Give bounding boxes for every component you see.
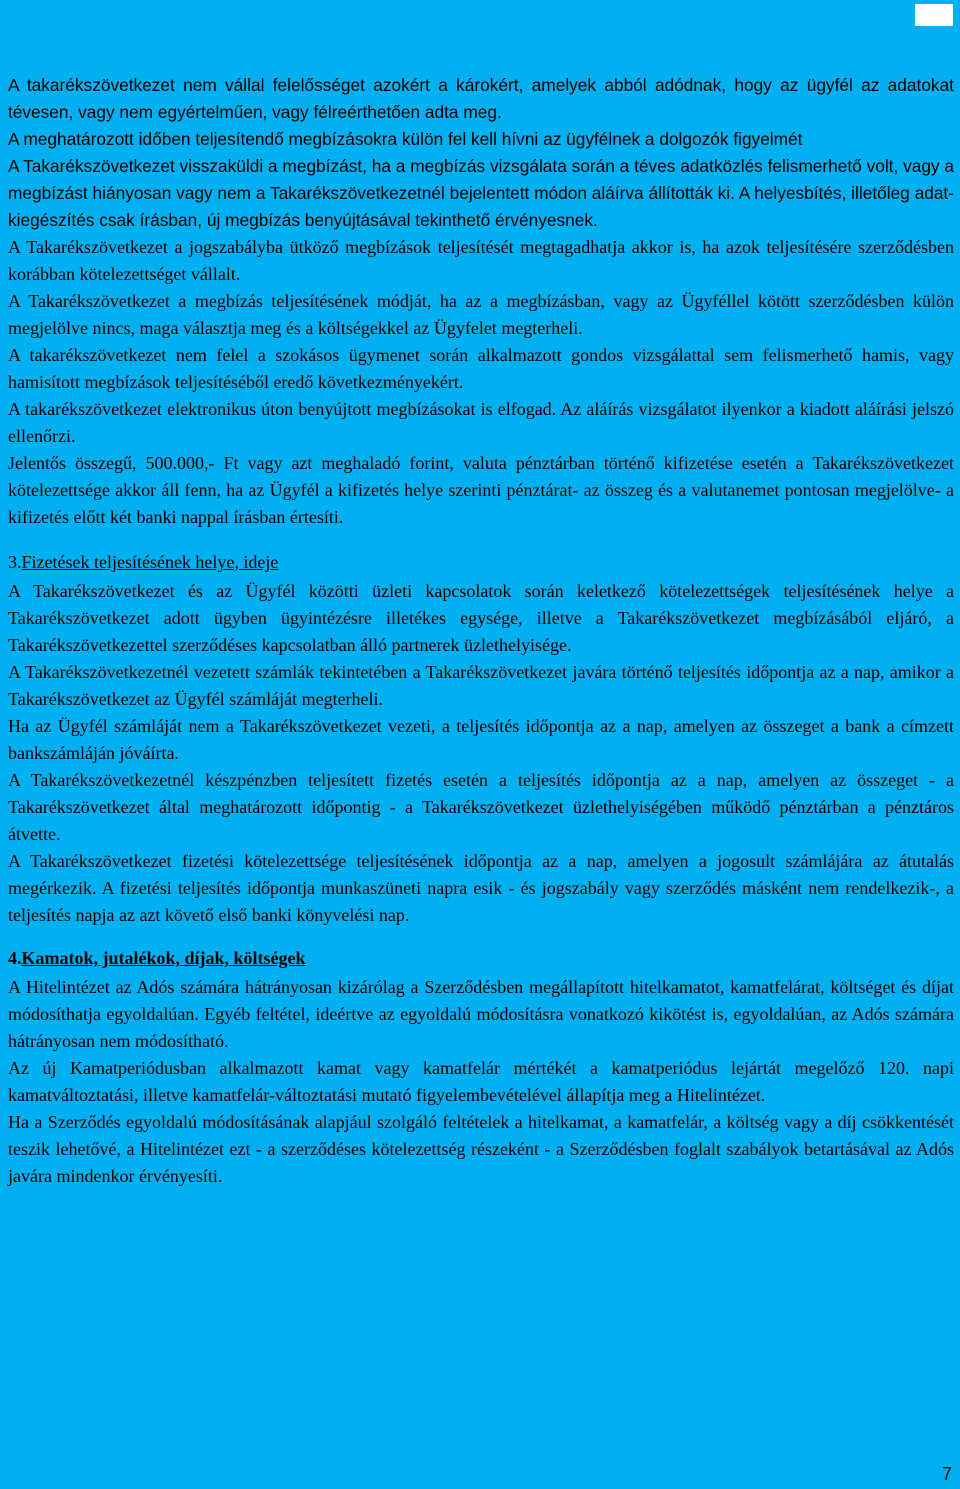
section-3-heading [8, 549, 954, 576]
paragraph-time-bound-orders: A meghatározott időben teljesítendő megbízásokra külön fel kell hívni az ügyfélnek a dolgozók figyelmét [8, 129, 803, 149]
paragraph-cash-payment: A Takarékszövetkezetnél készpénzben teljesített fizetés esetén a teljesítés időpontja az a nap, amelyen az összeget - a Takarékszövetkezet által meghatározott időpontig - a Takarékszövetkezet üzlethelyiségében működő pénztárban a pénztáros átvette. [8, 770, 954, 844]
section-3-title: Fizetések teljesítésének helye, ideje [21, 552, 279, 572]
paragraph-reduction: Ha a Szerződés egyoldalú módosításának alapjául szolgáló feltételek a hitelkamat, a kamatfelár, a költség vagy a díj csökkentését teszik lehetővé, a Hitelintézet ezt - a szerződéses kötelezettség részeként - a Szerződésben foglalt szabályok betartásával az Adós javára mindenkor érvényesíti. [8, 1112, 954, 1186]
paragraph-transfer-date: A Takarékszövetkezet fizetési kötelezettsége teljesítésének időpontja az a nap, amelyen a jogosult számlájára az átutalás megérkezik. A fizetési teljesítés időpontja munkaszüneti napra esik - és jogszabály vagy szerződés másként nem rendelkezik-, a teljesítés napja az azt követő első banki könyvelési nap. [8, 851, 954, 925]
paragraph-liability-data: A takarékszövetkezet nem vállal felelősséget azokért a károkért, amelyek abból adódnak, hogy az ügyfél az adatokat tévesen, vagy nem egyértelműen, vagy félreérthetően adta meg. [8, 75, 954, 122]
paragraph-large-withdrawal: Jelentős összegű, 500.000,- Ft vagy azt meghaladó forint, valuta pénztárban történő kifizetése esetén a Takarékszövetkezet kötelezettsége akkor áll fenn, ha az Ügyfél a kifizetés helye szerinti pénztárat- az összeg és a valutanemet pontosan megjelölve- a kifizetés előtt két banki nappal írásban értesíti. [8, 453, 954, 527]
paragraph-execution-method: A Takarékszövetkezet a megbízás teljesítésének módját, ha az a megbízásban, vagy az Ügyféllel kötött szerződésben külön megjelölve nincs, maga választja meg és a költségekkel az Ügyfelet megterheli. [8, 291, 954, 338]
spacer [8, 929, 954, 945]
paragraph-refuse-orders: A Takarékszövetkezet a jogszabályba ütköző megbízások teljesítését megtagadhatja akkor is, ha azok teljesítésére szerződésben korábban kötelezettséget vállalt. [8, 237, 954, 284]
paragraph-interest-period: Az új Kamatperiódusban alkalmazott kamat vagy kamatfelár mértékét a kamatperiódus lejártát megelőző 120. napi kamatváltoztatási, illetve kamatfelár-változtatási mutató figyelembevételével állapítja meg a Hitelintézet. [8, 1058, 954, 1105]
spacer [8, 531, 954, 549]
paragraph-return-order: A Takarékszövetkezet visszaküldi a megbízást, ha a megbízás vizsgálata során a téves adatközlés felismerhető volt, vagy a megbízást hiányosan vagy nem a Takarékszövetkezetnél bejelentett módon aláírva állították ki. A helyesbítés, illetőleg adat-kiegészítés csak írásban, új megbízás benyújtásával tekinthető érvényesnek. [8, 156, 954, 230]
section-4-title: Kamatok, jutalékok, díjak, költségek [21, 948, 306, 968]
paragraph-unilateral-change: A Hitelintézet az Adós számára hátrányosan kizárólag a Szerződésben megállapított hitelkamatot, kamatfelárat, költséget és díjat módosíthatja egyoldalúan. Egyéb feltétel, ideértve az egyoldalú módosításra vonatkozó kikötést is, egyoldalúan, az Adós számára hátrányosan nem módosítható. [8, 977, 954, 1051]
paragraph-account-debit: A Takarékszövetkezetnél vezetett számlák tekintetében a Takarékszövetkezet javára történő teljesítés időpontja az a nap, amikor a Takarékszövetkezet az Ügyfél számláját megterheli. [8, 662, 954, 709]
section-3-number: 3. [8, 552, 22, 572]
page-number: 7 [941, 1464, 952, 1484]
paragraph-forged-orders: A takarékszövetkezet nem felel a szokásos ügymenet során alkalmazott gondos vizsgálattal sem felismerhető hamis, vagy hamisított megbízások teljesítéséből eredő következményekért. [8, 345, 954, 392]
corner-box [915, 4, 953, 26]
section-4-number: 4. [8, 948, 22, 968]
paragraph-other-bank: Ha az Ügyfél számláját nem a Takarékszövetkezet vezeti, a teljesítés időpontja az a nap, amelyen az összeget a bank a címzett bankszámláján jóváírta. [8, 716, 954, 763]
document-page [8, 72, 954, 1190]
section-4-heading [8, 945, 954, 972]
paragraph-place-of-payment: A Takarékszövetkezet és az Ügyfél közötti üzleti kapcsolatok során keletkező kötelezettségek teljesítésének helye a Takarékszövetkezet adott ügyben ügyintézésre illetékes egysége, illetve a Takarékszövetkezet megbízásából eljáró, a Takarékszövetkezettel szerződéses kapcsolatban álló partnerek üzlethelyisége. [8, 581, 954, 655]
paragraph-electronic-orders: A takarékszövetkezet elektronikus úton benyújtott megbízásokat is elfogad. Az aláírás vizsgálatot ilyenkor a kiadott aláírási jelszó ellenőrzi. [8, 399, 954, 446]
